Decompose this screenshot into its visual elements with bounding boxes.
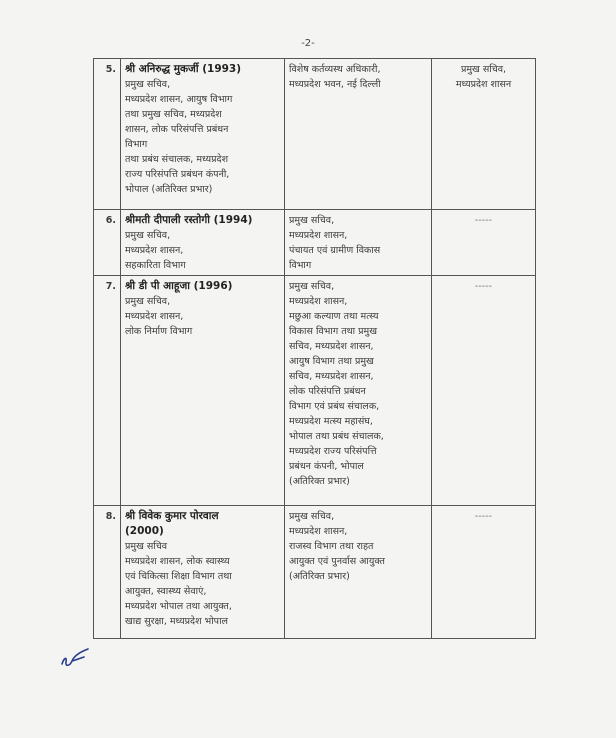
new-post-line: प्रबंधन कंपनी, भोपाल [289, 461, 364, 472]
serial-number: 8. [94, 506, 121, 639]
officer-batch-year: (2000) [125, 525, 164, 537]
new-post-line: मध्यप्रदेश मत्स्य महासंघ, [289, 416, 373, 427]
new-post-line: आयुष विभाग तथा प्रमुख [289, 356, 374, 367]
current-post-line: प्रमुख सचिव, [125, 296, 171, 307]
remark-dash: ----- [474, 511, 493, 522]
current-post-line: मध्यप्रदेश शासन, [125, 311, 184, 322]
new-post-line: विभाग [289, 260, 312, 271]
new-post-line: पंचायत एवं ग्रामीण विकास [289, 245, 381, 256]
table-row [94, 506, 536, 639]
current-post-line: प्रमुख सचिव, [125, 230, 171, 241]
new-post-cell [285, 506, 432, 639]
officer-name: श्रीमती दीपाली रस्तोगी (1994) [125, 214, 253, 226]
remark-cell [432, 210, 536, 276]
remark-dash: ----- [474, 215, 493, 226]
table-row [94, 210, 536, 276]
officer-cell [121, 506, 285, 639]
current-post-line: आयुक्त, स्वास्थ्य सेवाएं, [125, 586, 207, 597]
officer-name: श्री डी पी आहूजा (1996) [125, 280, 233, 292]
current-post-line: मध्यप्रदेश शासन, आयुष विभाग [125, 94, 233, 105]
current-post-line: मध्यप्रदेश शासन, [125, 245, 184, 256]
current-post-line: एवं चिकित्सा शिक्षा विभाग तथा [125, 571, 232, 582]
page-number: -2- [301, 38, 315, 49]
officer-name: श्री विवेक कुमार पोरवाल [125, 510, 219, 522]
new-post-line: (अतिरिक्त प्रभार) [289, 476, 350, 487]
current-post-line: तथा प्रमुख सचिव, मध्यप्रदेश [125, 109, 222, 120]
serial-number: 5. [94, 59, 121, 210]
current-post-line: प्रमुख सचिव, [125, 79, 171, 90]
remark-line: प्रमुख सचिव, [460, 64, 507, 75]
officer-cell [121, 276, 285, 506]
remark-cell [432, 276, 536, 506]
new-post-line: विशेष कर्तव्यस्थ अधिकारी, [289, 64, 381, 75]
new-post-line: प्रमुख सचिव, [289, 511, 335, 522]
new-post-line: मछुआ कल्याण तथा मत्स्य [289, 311, 379, 322]
signature-mark [58, 646, 92, 670]
new-post-line: (अतिरिक्त प्रभार) [289, 571, 350, 582]
new-post-line: विकास विभाग तथा प्रमुख [289, 326, 378, 337]
new-post-line: आयुक्त एवं पुनर्वास आयुक्त [289, 556, 385, 567]
remark-cell [432, 506, 536, 639]
new-post-line: राजस्व विभाग तथा राहत [289, 541, 374, 552]
remark-line: मध्यप्रदेश शासन [455, 79, 512, 90]
new-post-line: मध्यप्रदेश राज्य परिसंपत्ति [289, 446, 377, 457]
current-post-line: राज्य परिसंपत्ति प्रबंधन कंपनी, [125, 169, 230, 180]
current-post-line: भोपाल (अतिरिक्त प्रभार) [125, 184, 213, 195]
new-post-cell [285, 210, 432, 276]
new-post-line: प्रमुख सचिव, [289, 215, 335, 226]
officer-cell [121, 210, 285, 276]
new-post-line: सचिव, मध्यप्रदेश शासन, [289, 341, 374, 352]
remark-dash: ----- [474, 281, 493, 292]
new-post-cell [285, 59, 432, 210]
current-post-line: प्रमुख सचिव [125, 541, 168, 552]
current-post-line: शासन, लोक परिसंपत्ति प्रबंधन [125, 124, 229, 135]
officer-cell [121, 59, 285, 210]
current-post-line: खाद्य सुरक्षा, मध्यप्रदेश भोपाल [125, 616, 228, 627]
current-post-line: तथा प्रबंध संचालक, मध्यप्रदेश [125, 154, 229, 165]
new-post-line: विभाग एवं प्रबंध संचालक, [289, 401, 380, 412]
current-post-line: मध्यप्रदेश शासन, लोक स्वास्थ्य [125, 556, 230, 567]
new-post-line: मध्यप्रदेश शासन, [289, 296, 348, 307]
officer-name: श्री अनिरुद्ध मुकर्जी (1993) [125, 63, 242, 75]
remark-cell [432, 59, 536, 210]
new-post-line: लोक परिसंपत्ति प्रबंधन [289, 386, 366, 397]
new-post-line: भोपाल तथा प्रबंध संचालक, [289, 431, 384, 442]
new-post-line: मध्यप्रदेश शासन, [289, 230, 348, 241]
current-post-line: लोक निर्माण विभाग [125, 326, 193, 337]
serial-number: 7. [94, 276, 121, 506]
new-post-cell [285, 276, 432, 506]
new-post-line: मध्यप्रदेश शासन, [289, 526, 348, 537]
new-post-line: प्रमुख सचिव, [289, 281, 335, 292]
new-post-line: मध्यप्रदेश भवन, नई दिल्ली [289, 79, 381, 90]
serial-number: 6. [94, 210, 121, 276]
current-post-line: मध्यप्रदेश भोपाल तथा आयुक्त, [125, 601, 232, 612]
transfer-table [93, 58, 536, 639]
table-row [94, 276, 536, 506]
new-post-line: सचिव, मध्यप्रदेश शासन, [289, 371, 374, 382]
table-row [94, 59, 536, 210]
current-post-line: विभाग [125, 139, 148, 150]
current-post-line: सहकारिता विभाग [125, 260, 186, 271]
